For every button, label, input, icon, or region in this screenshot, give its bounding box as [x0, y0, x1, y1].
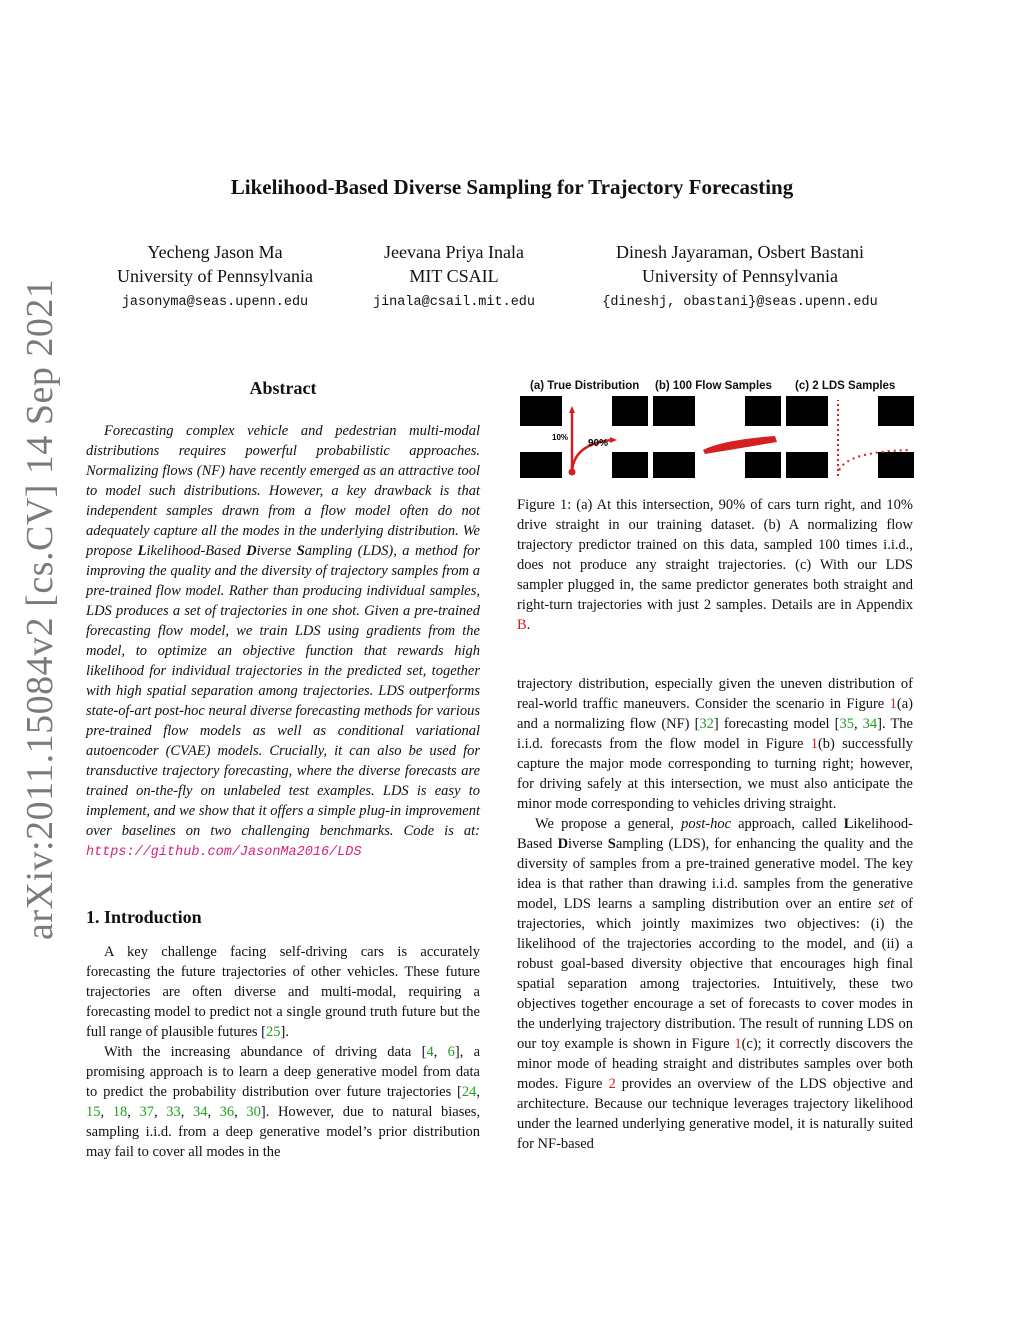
paragraph: With the increasing abundance of driving data [4, 6], a promising approach is to learn a deep generative model from data to predict the probability distribution over future trajectories [24, 15, 18, 37, 33, 34, 36, 30]. However, due to natural biases, sampling i.i.d. from a deep generative model’s prior distribution may fail to cover all modes in the: [86, 1044, 481, 1160]
right-column-text: [517, 674, 913, 1154]
paragraph: trajectory distribution, especially given the uneven distribution of real-world traffic maneuvers. Consider the scenario in Figure 1(a) and a normalizing flow (NF) [32] forecasting model [35, 34]. The i.i.d. forecasts from the flow model in Figure 1(b) successfully capture the major mode corresponding to turning right; however, for driving safely at this intersection, we must also anticipate the minor mode corresponding to vehicles driving straight.: [517, 676, 913, 812]
section-heading-introduction: 1. Introduction: [86, 907, 202, 927]
paper-title: Likelihood-Based Diverse Sampling for Trajectory Forecasting: [230, 175, 794, 199]
author-affiliation: University of Pennsylvania: [642, 266, 838, 286]
figure-1-caption: Figure 1: (a) At this intersection, 90% of cars turn right, and 10% drive straight in our training dataset. (b) A normalizing flow trajectory predictor trained on this data, sampled 100 times i.i.d., does not produce any straight trajectories. (c) With our LDS sampler plugged in, the same predictor generates both straight and right-turn trajectories with just 2 samples. Details are in Appendix B.: [517, 497, 913, 633]
citation-link[interactable]: 34: [192, 1104, 208, 1120]
citation-link[interactable]: 25: [265, 1024, 281, 1040]
figure-panels: [520, 396, 914, 478]
figure-link[interactable]: 2: [608, 1076, 616, 1092]
citation-link[interactable]: 33: [166, 1104, 181, 1120]
annotation-90-percent: 90%: [588, 438, 609, 449]
author-name: Dinesh Jayaraman, Osbert Bastani: [616, 242, 864, 262]
author-affiliation: MIT CSAIL: [409, 266, 499, 286]
citation-link[interactable]: 6: [447, 1044, 455, 1060]
author-block: [0, 240, 1024, 320]
panel-label-c: (c) 2 LDS Samples: [795, 380, 896, 392]
author-1: [80, 240, 350, 312]
figure-link[interactable]: 1: [810, 736, 818, 752]
figure-link[interactable]: 1: [734, 1036, 742, 1052]
left-column: [86, 378, 480, 1162]
author-email[interactable]: {dineshj, obastani}@seas.upenn.edu: [602, 295, 878, 310]
panel-true-distribution: [520, 396, 648, 478]
code-link[interactable]: https://github.com/JasonMa2016/LDS: [86, 845, 362, 860]
citation-link[interactable]: 4: [426, 1044, 434, 1060]
paragraph: We propose a general, post-hoc approach, called Likelihood-Based Diverse Sampling (LDS), for enhancing the quality and the diversity of samples from a pre-trained generative model. The key idea is that rather than drawing i.i.d. samples from the generative model, LDS learns a sampling distribution over an entire set of trajectories, which jointly maximizes two objectives: (i) the likelihood of the trajectories according to the model, and (ii) a robust goal-based diversity objective that encourages high final spatial separation among trajectories. Intuitively, these two objectives together encourage a set of forecasts to cover modes in the underlying trajectory distribution. The result of running LDS on our toy example is shown in Figure 1(c); it correctly discovers the minor mode of heading straight and distributes samples over both modes. Figure 2 provides an overview of the LDS objective and architecture. Because our technique leverages trajectory likelihood under the learned underlying generative model, it is naturally suited for NF-based: [517, 816, 914, 1152]
appendix-link[interactable]: B: [517, 617, 527, 633]
abstract-heading: Abstract: [249, 378, 317, 398]
author-name: Jeevana Priya Inala: [384, 242, 524, 262]
abstract-text: Forecasting complex vehicle and pedestrian multi-modal distributions requires powerful probabilistic approaches. Normalizing flows (NF) have recently emerged as an attractive tool to model such distributions. However, a key drawback is that independent samples drawn from a flow model often do not adequately capture all the modes in the underlying distribution. We propose Likelihood-Based Diverse Sampling (LDS), a method for improving the quality and the diversity of trajectory samples from a pre-trained flow model. Rather than producing individual samples, LDS produces a set of trajectories in one shot. Given a pre-trained forecasting flow model, we train LDS using gradients from the model, to optimize an objective function that rewards high likelihood for individual trajectories in the predicted set, together with high spatial separation among trajectories. LDS outperforms state-of-art post-hoc neural diverse forecasting methods for various pre-trained flow models as well as conditional variational autoencoder (CVAE) models. Crucially, it can also be used for transductive trajectory forecasting, where the diverse forecasts are trained on-the-fly on unlabeled test examples. LDS is easy to implement, and we show that it offers a simple plug-in improvement over baselines on two challenging benchmarks. Code is at: https://github.com/JasonMa2016/LDS: [86, 423, 480, 860]
citation-link[interactable]: 34: [862, 716, 878, 732]
author-affiliation: University of Pennsylvania: [117, 266, 313, 286]
panel-flow-samples: [653, 396, 781, 478]
author-email[interactable]: jasonyma@seas.upenn.edu: [121, 295, 309, 310]
road-horizontal: [786, 426, 914, 452]
citation-link[interactable]: 37: [139, 1104, 154, 1120]
panel-lds-samples: [786, 396, 914, 478]
paragraph: A key challenge facing self-driving cars is accurately forecasting the future trajectories of other vehicles. These future trajectories are often diverse and multi-modal, requiring a forecasting model to predict not a single ground truth future but the full range of plausible futures [25].: [86, 944, 480, 1040]
citation-link[interactable]: 30: [246, 1104, 261, 1120]
panel-label-a: (a) True Distribution: [530, 380, 640, 392]
citation-link[interactable]: 24: [461, 1084, 477, 1100]
author-2: [345, 240, 563, 312]
figure-link[interactable]: 1: [889, 696, 897, 712]
citation-link[interactable]: 32: [699, 716, 714, 732]
start-point: [569, 469, 576, 476]
annotation-10-percent: 10%: [552, 433, 569, 442]
figure-1: [520, 380, 914, 478]
arxiv-stamp: arXiv:2011.15084v2 [cs.CV] 14 Sep 2021: [19, 278, 61, 940]
panel-label-b: (b) 100 Flow Samples: [655, 380, 772, 392]
author-email[interactable]: jinala@csail.mit.edu: [372, 295, 536, 310]
author-3: [580, 240, 900, 312]
figure-panel-labels: [520, 380, 914, 396]
author-name: Yecheng Jason Ma: [147, 242, 283, 262]
citation-link[interactable]: 18: [112, 1104, 128, 1120]
citation-link[interactable]: 35: [839, 716, 854, 732]
introduction-text: [86, 942, 480, 1162]
citation-link[interactable]: 36: [219, 1104, 235, 1120]
citation-link[interactable]: 15: [86, 1104, 101, 1120]
